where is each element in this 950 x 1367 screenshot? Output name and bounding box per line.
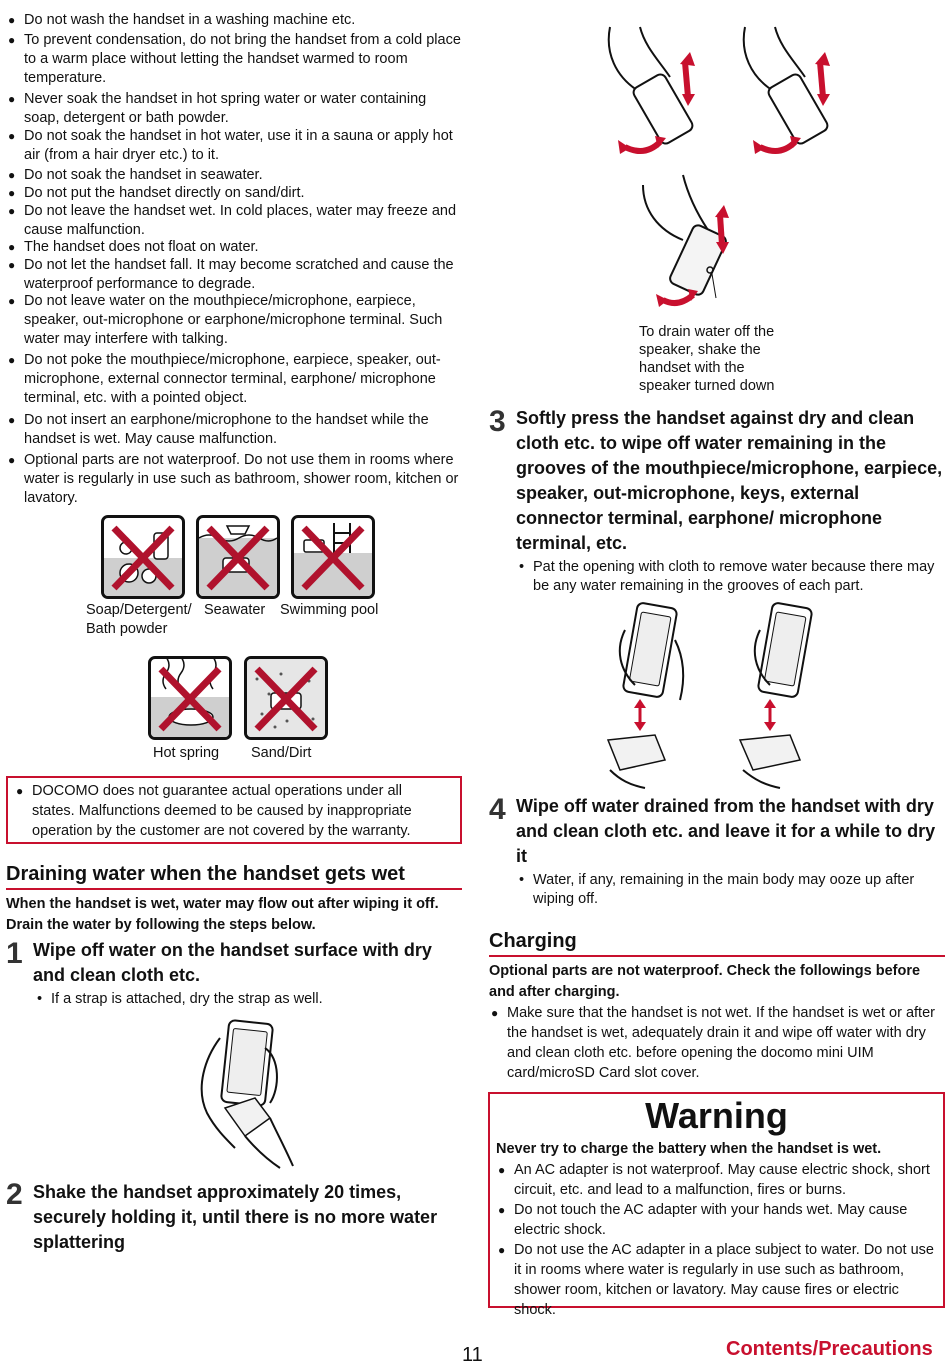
list-item: ● Do not insert an earphone/microphone to the handset while the handset is wet. May cause malfunction. bbox=[8, 411, 464, 449]
docomo-note-box bbox=[6, 776, 462, 844]
charging-bullet: ● Make sure that the handset is not wet. If the handset is wet or after the handset is wet, adequately drain it and wipe off water with dry and clean cloth etc. before opening the docomo mini UIM card/microSD Card slot cover. bbox=[491, 1003, 937, 1083]
docomo-note-text: ● DOCOMO does not guarantee actual operations under all states. Malfunctions deemed to be caused by inappropriate operation by the customer are not covered by the warranty. bbox=[16, 781, 442, 841]
step-3-note: • Pat the opening with cloth to remove water because there may be any water remaining in the grooves of each part. bbox=[519, 558, 943, 596]
swimming-pool-prohibited-icon bbox=[291, 515, 375, 599]
draining-heading: Draining water when the handset gets wet bbox=[6, 863, 462, 890]
warning-title: Warning bbox=[645, 1095, 788, 1136]
step-3-title: Softly press the handset against dry and clean cloth etc. to wipe off water remaining in the grooves of the mouthpiece/microphone, earpiece, speaker, out-microphone, keys, external connector terminal, earphone/ microphone terminal, etc. bbox=[516, 408, 943, 553]
step-3-number: 3 bbox=[489, 405, 506, 438]
step-4-note: • Water, if any, remaining in the main body may ooze up after wiping off. bbox=[519, 871, 950, 909]
list-item: ● Do not soak the handset in seawater. bbox=[8, 166, 464, 185]
shake-illustration-1 bbox=[600, 22, 710, 157]
sand-dirt-prohibited-icon bbox=[244, 656, 328, 740]
warning-bullet-2: ● Do not touch the AC adapter with your hands wet. May cause electric shock. bbox=[498, 1200, 944, 1240]
step-4-title: Wipe off water drained from the handset with dry and clean cloth etc. and leave it for a while to dry it bbox=[516, 796, 936, 866]
draining-lead: When the handset is wet, water may flow out after wiping it off. Drain the water by following the steps below. bbox=[6, 896, 439, 933]
pat-dry-illustration-1 bbox=[600, 600, 710, 790]
list-item: ● Optional parts are not waterproof. Do not use them in rooms where water is regularly in use such as bathroom, shower room, kitchen or lavatory. bbox=[8, 451, 469, 508]
step-1-title: Wipe off water on the handset surface with dry and clean cloth etc. bbox=[33, 940, 432, 985]
contents-precautions-link[interactable]: Contents/Precautions bbox=[726, 1338, 933, 1360]
warning-bullet-3: ● Do not use the AC adapter in a place subject to water. Do not use it in rooms where water is regularly in use such as bathroom, shower room, kitchen or lavatory. May cause fires or electric shock. bbox=[498, 1240, 944, 1320]
warning-bullet-1: ● An AC adapter is not waterproof. May cause electric shock, short circuit, etc. and lead to a malfunction, fires or burns. bbox=[498, 1160, 944, 1200]
page-number: 11 bbox=[462, 1344, 483, 1366]
soap-prohibited-icon bbox=[101, 515, 185, 599]
icon-caption-sand: Sand/Dirt bbox=[251, 745, 312, 761]
charging-heading: Charging bbox=[489, 930, 945, 957]
step-2-number: 2 bbox=[6, 1178, 23, 1211]
warning-box bbox=[488, 1092, 945, 1318]
warning-lead: Never try to charge the battery when the handset is wet. bbox=[496, 1141, 882, 1157]
step-4-number: 4 bbox=[489, 793, 506, 826]
list-item: ● To prevent condensation, do not bring the handset from a cold place to a warm place without letting the handset warmed to room temperature. bbox=[8, 31, 464, 88]
shake-speaker-down-illustration bbox=[638, 170, 748, 310]
list-item: ● Do not poke the mouthpiece/microphone, earpiece, speaker, out-microphone, external connector terminal, earphone/ microphone terminal, etc. with a pointed object. bbox=[8, 351, 449, 408]
hot-spring-prohibited-icon bbox=[148, 656, 232, 740]
list-item: ● Do not leave the handset wet. In cold places, water may freeze and cause malfunction. bbox=[8, 202, 464, 240]
icon-caption-pool: Swimming pool bbox=[280, 602, 379, 618]
shake-caption: To drain water off the speaker, shake the handset with the speaker turned down bbox=[639, 324, 775, 394]
icon-caption-soap: Soap/Detergent/ Bath powder bbox=[86, 602, 192, 637]
step-2-title: Shake the handset approximately 20 times, securely holding it, until there is no more water splattering bbox=[33, 1182, 438, 1252]
step-1-note: • If a strap is attached, dry the strap as well. bbox=[37, 990, 461, 1009]
list-item: ● The handset does not float on water. bbox=[8, 238, 464, 257]
icon-caption-seawater: Seawater bbox=[204, 602, 266, 618]
seawater-prohibited-icon bbox=[196, 515, 280, 599]
list-item: ● Do not soak the handset in hot water, use it in a sauna or apply hot air (from a hair dryer etc.) to it. bbox=[8, 127, 464, 165]
pat-dry-illustration-2 bbox=[735, 600, 845, 790]
list-item: ● Do not let the handset fall. It may become scratched and cause the waterproof performance to degrade. bbox=[8, 256, 464, 294]
shake-illustration-2 bbox=[735, 22, 845, 157]
list-item: ● Never soak the handset in hot spring water or water containing soap, detergent or bath powder. bbox=[8, 90, 464, 128]
list-item: ● Do not wash the handset in a washing machine etc. bbox=[8, 11, 474, 30]
charging-lead: Optional parts are not waterproof. Check the followings before and after charging. bbox=[489, 963, 921, 1000]
list-item: ● Do not leave water on the mouthpiece/microphone, earpiece, speaker, out-microphone or earphone/microphone terminal. Such water may interfere with talking. bbox=[8, 292, 449, 349]
icon-caption-hot-spring: Hot spring bbox=[153, 745, 220, 761]
list-item: ● Do not put the handset directly on sand/dirt. bbox=[8, 184, 464, 203]
step-1-number: 1 bbox=[6, 937, 23, 970]
wipe-handset-illustration bbox=[185, 1018, 300, 1173]
